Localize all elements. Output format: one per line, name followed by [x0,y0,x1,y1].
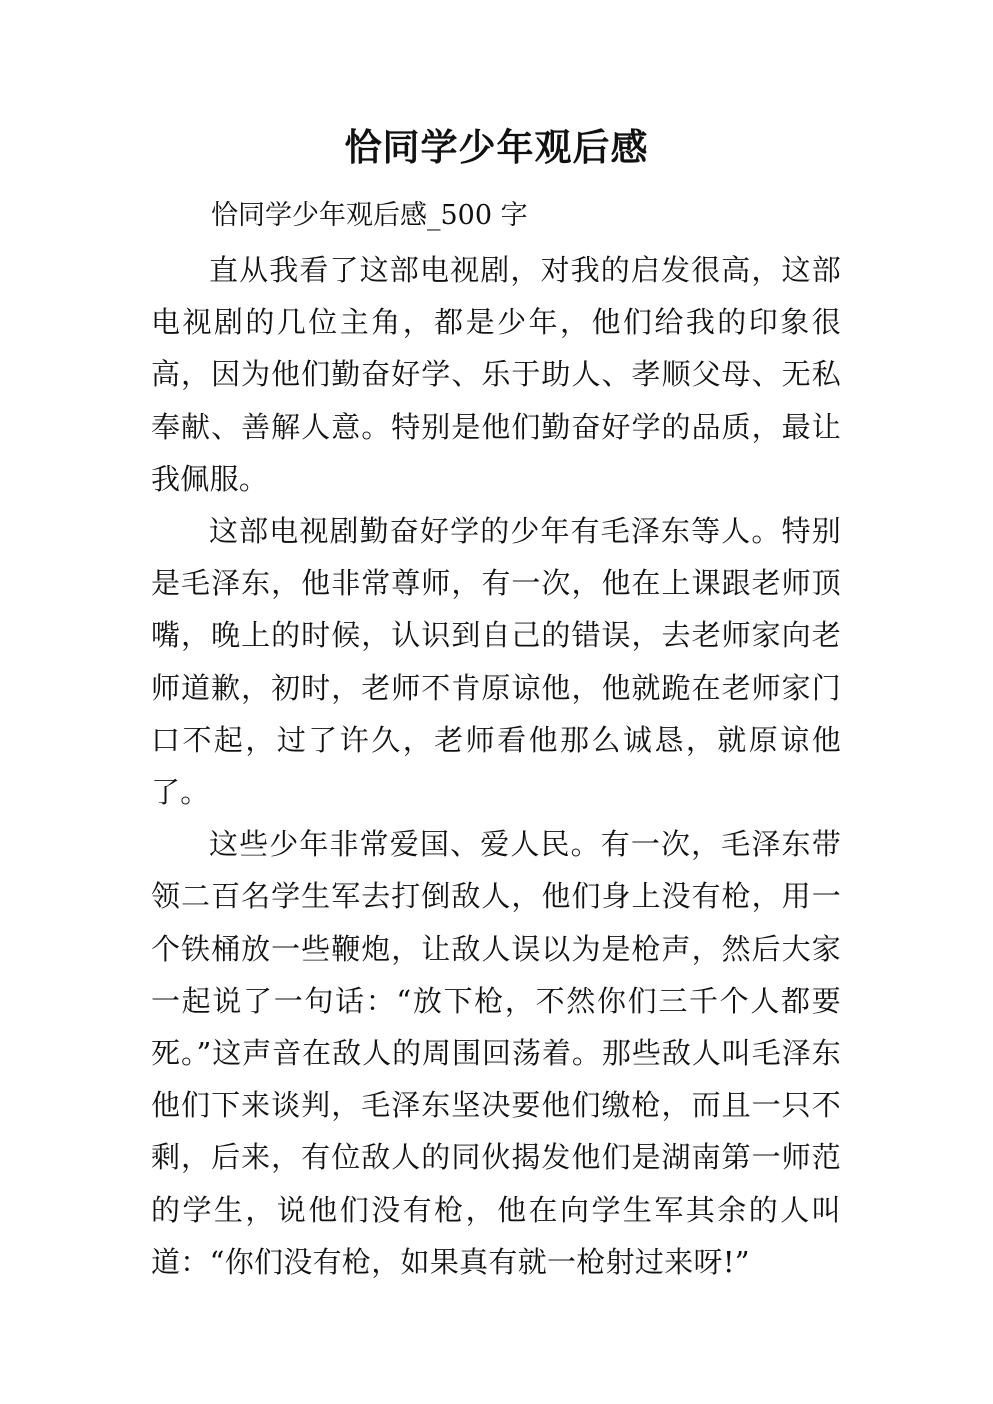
document-subtitle: 恰同学少年观后感_500 字 [211,200,528,231]
document-title: 恰同学少年观后感 [344,126,649,169]
paragraph-1: 直从我看了这部电视剧，对我的启发很高，这部电视剧的几位主角，都是少年，他们给我的印象很高，因为他们勤奋好学、乐于助人、孝顺父母、无私奉献、善解人意。特别是他们勤奋好学的品质，最让我佩服。 [151,253,841,496]
document-body [151,244,841,1288]
paragraph-3: 这些少年非常爱国、爱人民。有一次，毛泽东带领二百名学生军去打倒敌人，他们身上没有枪，用一个铁桶放一些鞭炮，让敌人误以为是枪声，然后大家一起说了一句话：“放下枪，不然你们三千个人都要死。”这声音在敌人的周围回荡着。那些敌人叫毛泽东他们下来谈判，毛泽东坚决要他们缴枪，而且一只不剩，后来，有位敌人的同伙揭发他们是湖南第一师范的学生，说他们没有枪，他在向学生军其余的人叫道：“你们没有枪，如果真有就一枪射过来呀!” [151,827,841,1279]
paragraph-2: 这部电视剧勤奋好学的少年有毛泽东等人。特别是毛泽东，他非常尊师，有一次，他在上课跟老师顶嘴，晚上的时候，认识到自己的错误，去老师家向老师道歉，初时，老师不肯原谅他，他就跪在老师家门口不起，过了许久，老师看他那么诚恳，就原谅他了。 [151,514,841,810]
